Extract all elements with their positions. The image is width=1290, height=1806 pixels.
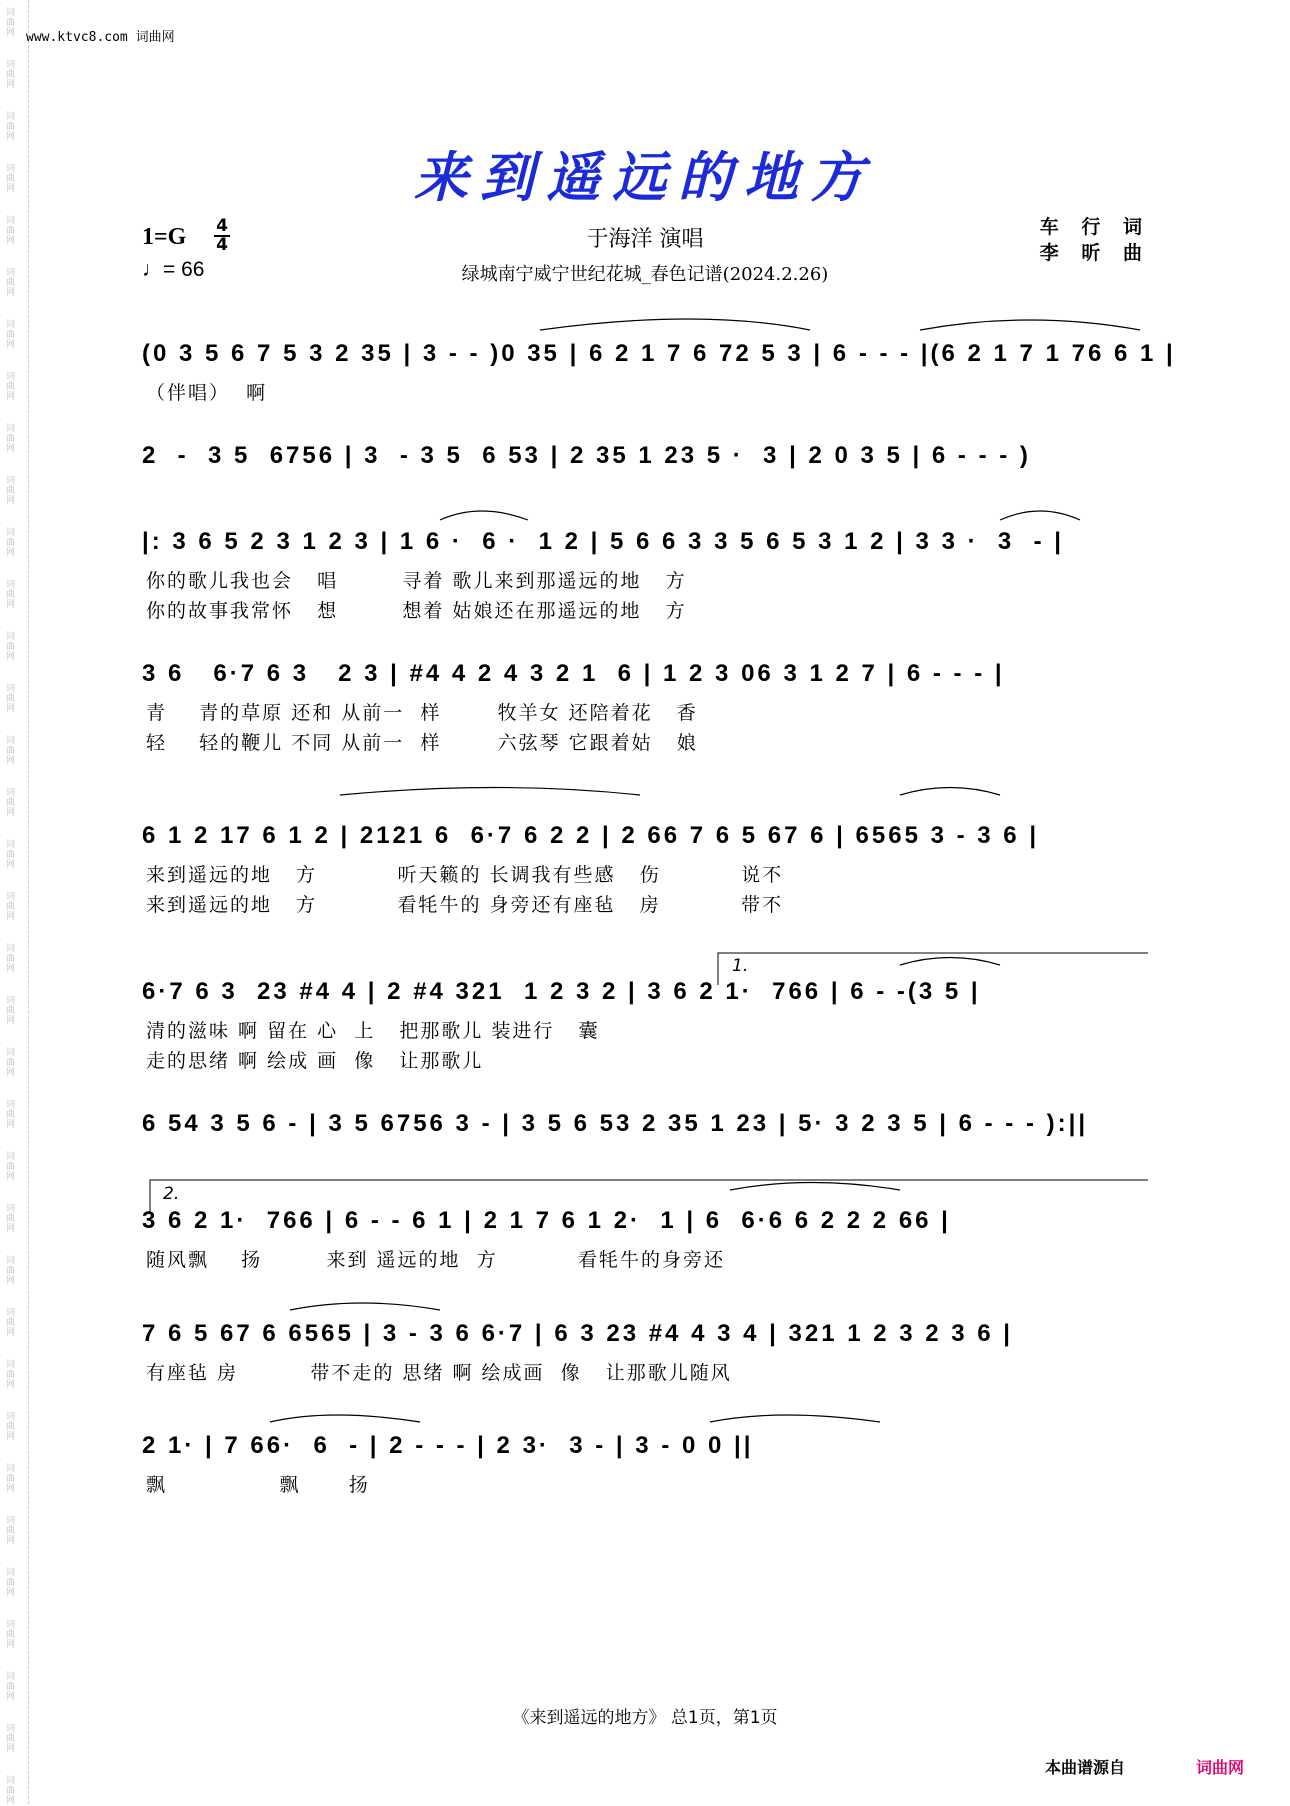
side-watermark-text: 词曲网 [6, 1152, 16, 1182]
lyric-line: （伴唱） 啊 [146, 382, 268, 404]
side-watermark-text: 词曲网 [6, 684, 16, 714]
slur [900, 958, 1000, 966]
lyric-line: 青 青的草原 还和 从前一 样 牧羊女 还陪着花 香 [146, 702, 698, 724]
side-watermark-text: 词曲网 [6, 580, 16, 610]
lyric-line: 轻 轻的鞭儿 不同 从前一 样 六弦琴 它跟着姑 娘 [146, 732, 698, 754]
notation-line: 6 54 3 5 6 - | 3 5 6756 3 - | 3 5 6 53 2 35 1 23 | 5· 3 2 3 5 | 6 - - - ):|| [142, 1110, 1089, 1137]
side-watermark-text: 词曲网 [6, 1776, 16, 1806]
side-watermark-text: 词曲网 [6, 1620, 16, 1650]
side-watermark-text: 词曲网 [6, 1308, 16, 1338]
notation-line: 2 1· | 7 66· 6 - | 2 - - - | 2 3· 3 - | 3 - 0 0 || [142, 1432, 754, 1459]
side-watermark-text: 词曲网 [6, 528, 16, 558]
notation-line: 7 6 5 67 6 6565 | 3 - 3 6 6·7 | 6 3 23 #4 4 3 4 | 321 1 2 3 2 3 6 | [142, 1320, 1014, 1347]
side-watermark-text: 词曲网 [6, 164, 16, 194]
side-watermark-text: 词曲网 [6, 216, 16, 246]
side-watermark-text: 词曲网 [6, 372, 16, 402]
side-watermark-text: 词曲网 [6, 1464, 16, 1494]
side-watermark-text: 词曲网 [6, 996, 16, 1026]
lyric-line: 随风飘 扬 来到 遥远的地 方 看牦牛的身旁还 [146, 1249, 725, 1271]
notation-line: 3 6 6·7 6 3 2 3 | #4 4 2 4 3 2 1 6 | 1 2 3 06 3 1 2 7 | 6 - - - | [142, 660, 1005, 687]
side-watermark-text: 词曲网 [6, 1256, 16, 1286]
side-watermark-text: 词曲网 [6, 1516, 16, 1546]
recorder: 绿城南宁威宁世纪花城_春色记谱(2024.2.26) [461, 264, 829, 285]
slur [540, 319, 810, 330]
slur [440, 511, 528, 520]
lyric-line: 走的思绪 啊 绘成 画 像 让那歌儿 [146, 1050, 484, 1072]
lyric-line: 来到遥远的地 方 听天籁的 长调我有些感 伤 说不 [146, 864, 784, 886]
song-title: 来到遥远的地方 [414, 145, 876, 209]
volta-2-bracket [150, 1180, 1148, 1212]
side-watermark-text: 词曲网 [6, 1048, 16, 1078]
tempo: ♩= 66 [142, 258, 205, 281]
lyric-line: 来到遥远的地 方 看牦牛的 身旁还有座毡 房 带不 [146, 894, 784, 916]
slur [340, 788, 640, 796]
time-top: 4 [216, 216, 228, 236]
key-signature: 1=G [142, 224, 187, 250]
side-watermark-text: 词曲网 [6, 112, 16, 142]
side-watermark-text: 词曲网 [6, 60, 16, 90]
side-watermark-text: 词曲网 [6, 632, 16, 662]
page-footer: 《来到遥远的地方》 总1页，第1页 [512, 1708, 778, 1728]
side-watermark-text: 词曲网 [6, 320, 16, 350]
slur [1000, 511, 1080, 520]
side-watermark-text: 词曲网 [6, 1100, 16, 1130]
source-site-link[interactable]: 词曲网 [1196, 1758, 1245, 1777]
lyric-line: 飘 飘 扬 [146, 1474, 370, 1496]
lyric-line: 有座毡 房 带不走的 思绪 啊 绘成画 像 让那歌儿随风 [146, 1362, 732, 1384]
side-watermark-text: 词曲网 [6, 8, 16, 38]
lyric-line: 你的歌儿我也会 唱 寻着 歌儿来到那遥远的地 方 [146, 570, 687, 592]
side-watermark-text: 词曲网 [6, 1724, 16, 1754]
side-watermark-text: 词曲网 [6, 736, 16, 766]
side-watermark-text: 词曲网 [6, 944, 16, 974]
volta-1-label: 1. [732, 956, 749, 976]
slur [710, 1415, 880, 1422]
lyric-line: 清的滋味 啊 留在 心 上 把那歌儿 装进行 囊 [146, 1020, 600, 1042]
notation-line: |: 3 6 5 2 3 1 2 3 | 1 6 · 6 · 1 2 | 5 6 6 3 3 5 6 5 3 1 2 | 3 3 · 3 - | [142, 528, 1064, 555]
volta-2-label: 2. [163, 1184, 180, 1204]
slur [290, 1303, 440, 1310]
lyricist: 车 行 词 [1039, 216, 1150, 238]
slur [270, 1415, 420, 1422]
side-watermark-text: 词曲网 [6, 476, 16, 506]
lyric-line: 你的故事我常怀 想 想着 姑娘还在那遥远的地 方 [146, 600, 687, 622]
side-watermark-text: 词曲网 [6, 788, 16, 818]
side-watermark-text: 词曲网 [6, 268, 16, 298]
side-watermark-text: 词曲网 [6, 1412, 16, 1442]
side-watermark-text: 词曲网 [6, 1672, 16, 1702]
notation-line: 6·7 6 3 23 #4 4 | 2 #4 321 1 2 3 2 | 3 6 2 1· 766 | 6 - -(3 5 | [142, 978, 981, 1005]
performer: 于海洋 演唱 [586, 227, 704, 252]
notation-line: (0 3 5 6 7 5 3 2 35 | 3 - - )0 35 | 6 2 1 7 6 72 5 3 | 6 - - - |(6 2 1 7 1 76 6 1 | [142, 340, 1176, 367]
composer: 李 昕 曲 [1039, 242, 1150, 264]
notation-line: 6 1 2 17 6 1 2 | 2121 6 6·7 6 2 2 | 2 66 7 6 5 67 6 | 6565 3 - 3 6 | [142, 822, 1040, 849]
side-watermark-text: 词曲网 [6, 1204, 16, 1234]
source-url: www.ktvc8.com 词曲网 [26, 30, 175, 45]
source-label: 本曲谱源自 [1045, 1758, 1126, 1777]
notation-line: 2 - 3 5 6756 | 3 - 3 5 6 53 | 2 35 1 23 5 · 3 | 2 0 3 5 | 6 - - - ) [142, 442, 1031, 469]
side-watermark-text: 词曲网 [6, 892, 16, 922]
slur [730, 1183, 900, 1191]
time-bottom: 4 [214, 235, 230, 254]
side-watermark-text: 词曲网 [6, 840, 16, 870]
side-watermark-text: 词曲网 [6, 1568, 16, 1598]
notation-line: 3 6 2 1· 766 | 6 - - 6 1 | 2 1 7 6 1 2· 1 | 6 6·6 6 2 2 2 66 | [142, 1207, 951, 1234]
slur [920, 320, 1140, 330]
slur [900, 788, 1000, 796]
side-watermark-text: 词曲网 [6, 424, 16, 454]
side-watermark-text: 词曲网 [6, 1360, 16, 1390]
